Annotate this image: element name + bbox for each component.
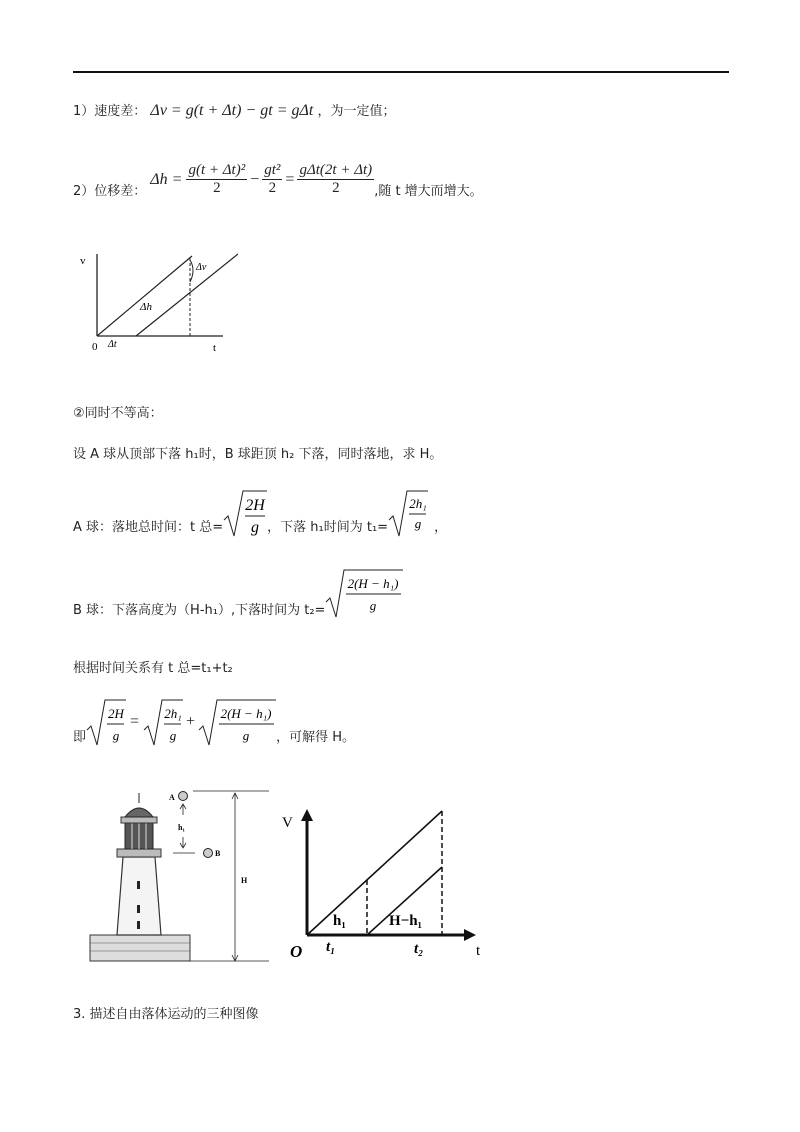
fraction-3-denominator: 2 [332,180,340,196]
minus-sign: − [250,170,260,188]
equation-line [73,698,355,746]
equals-sign: = [285,170,295,188]
eq-sqrt-2-denominator: g [169,728,177,743]
graph2-t2-label: t₂ [414,941,424,957]
velocity-time-graph-1 [78,250,238,360]
eq-sqrt-3 [198,698,276,746]
setup-text: 设 A 球从顶部下落 h₁时，B 球距顶 h₂ 下落，同时落地，求 H。 [73,447,443,462]
graph2-h1-label: h₁ [333,913,346,929]
graph1-dt-label: Δt [108,339,117,350]
eq-sqrt-2-numerator: 2h₁ [164,706,182,721]
ball-b-line [73,568,403,618]
displacement-difference-line [73,160,483,199]
equation-prefix: 即 [73,729,87,745]
fraction-3-numerator: gΔt(2t + Δt) [299,162,373,178]
graph1-line-a [97,256,192,336]
header-rule [73,71,729,73]
delta-h-symbol: Δh = [150,170,183,188]
sqrt-2-denominator: g [414,516,422,531]
ball-a-suffix: ， [434,519,448,535]
graph2-t1-label: t₁ [326,939,336,955]
sqrt-symbol [388,490,428,538]
equation-equals: = [130,713,140,730]
sqrt-3-denominator: g [370,598,377,613]
displacement-difference-suffix: ,随 t 增大而增大。 [374,184,483,199]
fraction-2-denominator: 2 [268,180,277,196]
graph1-origin-label: 0 [92,341,98,353]
sqrt-1-numerator: 2H [245,497,265,514]
sqrt-2H-over-g [223,490,267,538]
graph2-t-label: t [476,943,481,959]
sqrt-2H-h1-over-g [325,568,403,618]
eq-sqrt-3-denominator: g [242,728,250,743]
lighthouse-illustration [85,785,275,965]
velocity-difference-suffix: ，为一定值； [317,104,396,119]
sqrt-1-denominator: g [251,519,260,536]
graph2-origin-label: O [290,942,303,961]
displacement-difference-label: 2）位移差： [73,184,147,199]
graph1-t-label: t [213,342,217,354]
ball-b-label: B [215,849,221,858]
h1-label: h₁ [178,823,185,832]
ball-a [179,792,188,801]
lighthouse-base [90,935,190,961]
height-label: H [241,876,248,885]
equation-suffix: ，可解得 H。 [276,729,355,745]
velocity-time-graph-2 [280,805,490,965]
relation-text: 根据时间关系有 t 总=t₁+t₂ [73,661,233,676]
lighthouse-gallery [117,849,161,857]
fraction-2-numerator: gt² [264,162,281,178]
graph2-v-label: V [282,815,293,831]
eq-sqrt-1-numerator: 2H [108,706,124,721]
sqrt-2h1-over-g [388,490,428,538]
sqrt-symbol [223,490,267,538]
equation-plus: + [186,713,196,730]
eq-sqrt-3-numerator: 2(H − h₁) [220,706,272,721]
fraction-1-denominator: 2 [213,180,221,196]
ball-a-line [73,490,447,538]
ball-a-prefix: A 球：落地总时间：t 总= [73,519,224,535]
lighthouse-dome [125,808,153,817]
fraction-2 [262,162,282,197]
graph1-line-b [136,254,238,336]
eq-sqrt-2 [143,698,183,746]
sqrt-3-numerator: 2(H − h₁) [348,576,399,591]
fraction-1-numerator: g(t + Δt)² [188,162,246,178]
graph1-dv-label: Δv [196,262,207,273]
graph1-dh-label: Δh [140,301,152,313]
eq-sqrt-1-denominator: g [112,728,120,743]
fraction-1 [186,162,247,197]
ball-a-middle: ，下落 h₁时间为 t₁= [267,519,389,535]
ball-a-label: A [169,793,175,802]
eq-sqrt-1 [86,698,126,746]
velocity-difference-line [73,100,395,120]
sqrt-2-numerator: 2h₁ [409,496,427,511]
fraction-3 [297,162,374,197]
section-2-title: ②同时不等高： [73,406,163,421]
ball-b-prefix: B 球：下落高度为（H-h₁）,下落时间为 t₂= [73,602,326,618]
velocity-difference-label: 1）速度差： [73,104,147,119]
graph2-h-minus-h1-label: H−h₁ [389,913,423,929]
section-3-title: 3. 描述自由落体运动的三种图像 [73,1007,259,1022]
ball-b [204,849,213,858]
velocity-difference-formula: Δv = g(t + Δt) − gt = gΔt [150,102,314,119]
graph1-v-label: v [80,255,86,267]
